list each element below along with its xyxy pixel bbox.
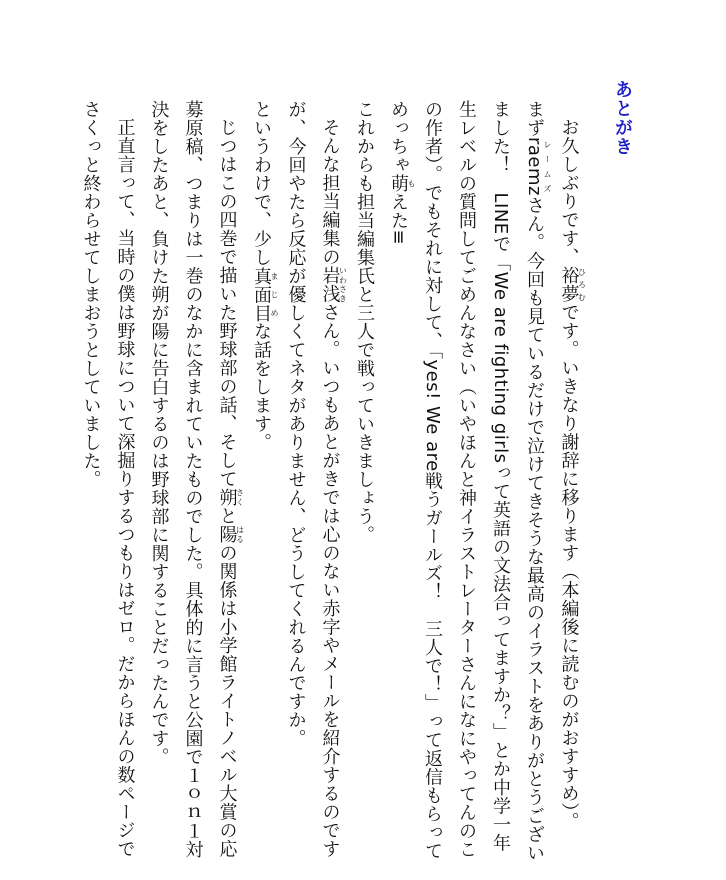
paragraph — [381, 100, 552, 870]
paragraph — [142, 100, 245, 870]
ruby-reading: ひろむ — [577, 266, 587, 303]
text-run: そんな担当編集の — [319, 118, 341, 266]
text-run: と — [216, 506, 238, 525]
ruby-base: 陽 — [216, 525, 238, 544]
text-run: さん。今回も見ているだけで泣けてきそうな最高のイラストをありがとうございました！ LINEで「We are fighting girlsって英語の文法合ってますか？」とか中学一年生レベルの質問してごめんなさい（いやほんと神イラストレーターさんになにやってんのこの作者）。でもそれに対して、「yes! We are戦うガールズ！ 三人で！」って返信もらってめっちゃ — [388, 100, 545, 862]
ruby-annotation — [216, 488, 245, 507]
ruby-annotation — [216, 525, 245, 544]
text-run: まず — [524, 100, 545, 137]
ruby-reading: いわさき — [338, 266, 348, 303]
paragraph — [279, 100, 348, 870]
text-run: これからも担当編集氏と三人で戦っていきましょう。 — [354, 100, 375, 544]
paragraph — [552, 100, 587, 870]
ruby-annotation — [251, 266, 279, 323]
ruby-annotation — [319, 266, 348, 303]
ruby-reading: さく — [235, 488, 245, 507]
ruby-reading: も — [407, 174, 416, 193]
ruby-annotation — [388, 174, 416, 193]
ruby-base: 岩浅 — [319, 266, 341, 303]
afterword-body — [76, 100, 586, 870]
paragraph — [347, 100, 381, 870]
afterword-heading: あとがき — [612, 80, 633, 156]
text-run: じつはこの四巻で描いた野球部の話、そして — [216, 118, 238, 488]
ruby-base: 萌 — [388, 174, 409, 193]
ruby-reading: はる — [235, 525, 245, 544]
text-run: というわけで、少し — [251, 100, 272, 267]
text-run: の関係は小学館ライトノベル大賞の応募原稿、つまりは一巻のなかに含まれていたものでした。具体的に言うと公園で１ｏｎ１対決をしたあと、負けた朔が陽に告白するのは野球部に関することだったんです。 — [148, 100, 238, 859]
paragraph — [244, 100, 279, 870]
ruby-base: 真面目 — [251, 266, 272, 322]
ruby-annotation — [558, 266, 587, 303]
text-run: さん。いつもあとがきでは心のない赤字やメールを紹介するのですが、今回やたら反応が優しくてネタがありません、どうしてくれるんですか。 — [285, 100, 341, 858]
ruby-base: 朔 — [216, 488, 238, 507]
ruby-reading: レームズ — [543, 137, 552, 196]
text-run: 正直言って、当時の僕は野球について深掘りするつもりはゼロ。だからほんの数ページでさくっと終わらせてしまおうとしていました。 — [80, 100, 136, 858]
text-run: な話をします。 — [251, 322, 272, 452]
ruby-base: 裕夢 — [558, 266, 580, 303]
ruby-base: raemz — [524, 137, 545, 196]
text-run: です。いきなり謝辞に移ります（本編後に読むのがおすすめ）。 — [558, 303, 580, 831]
ruby-annotation — [524, 137, 552, 196]
ruby-reading: まじめ — [270, 266, 279, 322]
paragraph — [74, 100, 142, 870]
text-run: えた≡ — [388, 192, 409, 246]
text-run: お久しぶりです、 — [558, 118, 580, 266]
